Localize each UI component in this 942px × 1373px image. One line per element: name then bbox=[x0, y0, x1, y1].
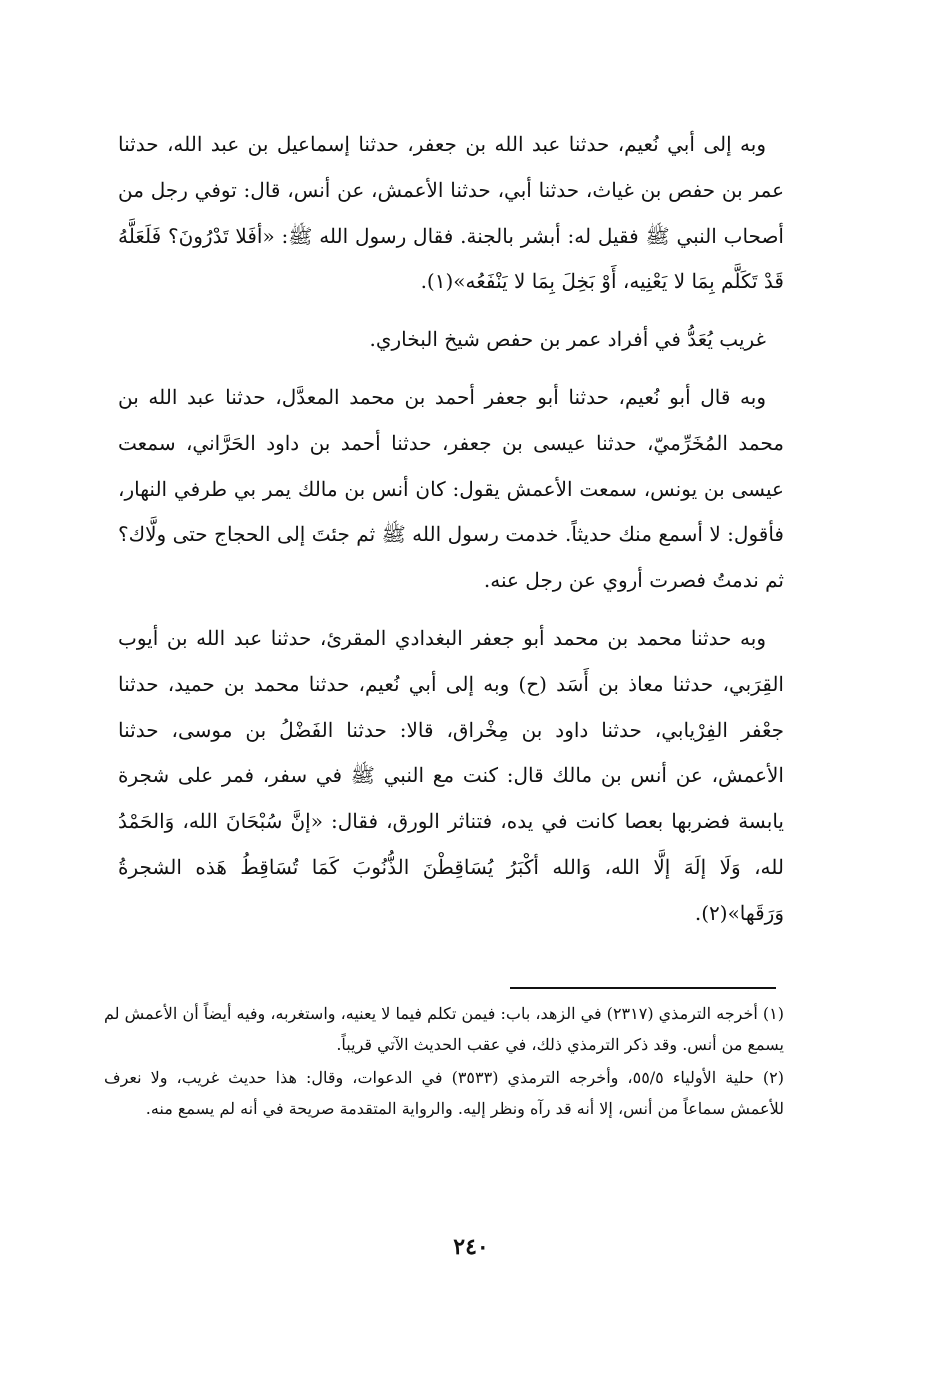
commentary-paragraph: غريب يُعَدُّ في أفراد عمر بن حفص شيخ البخاري. bbox=[369, 327, 766, 352]
footnote-2: (٢) حلية الأولياء ٥٥/٥، وأخرجه الترمذي (٣٥٣٣) في الدعوات، وقال: هذا حديث غريب، ولا نعرف للأعمش سماعاً من أنس، إلا أنه قد رآه ونظر إليه. والرواية المتقدمة صريحة في أنه لم يسمع منه. bbox=[104, 1068, 785, 1118]
hadith-paragraph-1: وبه إلى أبي نُعيم، حدثنا عبد الله بن جعفر، حدثنا إسماعيل بن عبد الله، حدثنا عمر بن حفص بن غياث، حدثنا أبي، حدثنا الأعمش، عن أنس، قال: توفي رجل من أصحاب النبي ﷺ فقيل له: أبشر بالجنة. فقال رسول الله ﷺ: «أفَلا تَدْرُونَ؟ فَلَعَلَّهُ قَدْ تَكَلَّم بِمَا لا يَعْنِيه، أَوْ بَخِلَ بِمَا لا يَنْفَعُه»(١). bbox=[118, 132, 784, 294]
hadith-paragraph-3: وبه حدثنا محمد بن محمد أبو جعفر البغدادي المقرئ، حدثنا عبد الله بن أيوب القِرَبي، حدثنا معاذ بن أَسَد (ح) وبه إلى أبي نُعيم، حدثنا محمد بن حميد، حدثنا جعْفر الفِرْيابي، حدثنا داود بن مِخْراق، قالا: حدثنا الفَضْلُ بن موسى، حدثنا الأعمش، عن أنس بن مالك قال: كنت مع النبي ﷺ في سفر، فمر على شجرة يابسة فضربها بعصا كانت في يده، فتناثر الورق، فقال: «إنَّ سُبْحَانَ الله، وَالحَمْدُ لله، وَلَا إلَهَ إلَّا الله، وَالله أكْبَرُ يُسَاقِطْنَ الذُّنُوبَ كَمَا تُسَاقِطُ هَذه الشجرةُ وَرَقَها»(٢). bbox=[118, 625, 784, 925]
footnote-separator bbox=[510, 987, 776, 989]
main-text bbox=[118, 122, 784, 937]
footnotes bbox=[104, 999, 784, 1124]
page-number: ٢٤٠ bbox=[453, 1234, 489, 1260]
hadith-paragraph-2: وبه قال أبو نُعيم، حدثنا أبو جعفر أحمد بن محمد المعدَّل، حدثنا عبد الله بن محمد المُخَرِّميّ، حدثنا عيسى بن جعفر، حدثنا أحمد بن داود الحَرَّاني، سمعت عيسى بن يونس، سمعت الأعمش يقول: كان أنس بن مالك يمر بي طرفي النهار، فأقول: لا أسمع منك حديثاً. خدمت رسول الله ﷺ ثم جئتَ إلى الحجاج حتى ولَّاك؟ ثم ندمتُ فصرت أروي عن رجل عنه. bbox=[118, 384, 784, 593]
footnote-1: (١) أخرجه الترمذي (٢٣١٧) في الزهد، باب: فيمن تكلم فيما لا يعنيه، واستغربه، وفيه أيضاً أن الأعمش لم يسمع من أنس. وقد ذكر الترمذي ذلك، في عقب الحديث الآتي قريباً. bbox=[104, 1004, 785, 1054]
